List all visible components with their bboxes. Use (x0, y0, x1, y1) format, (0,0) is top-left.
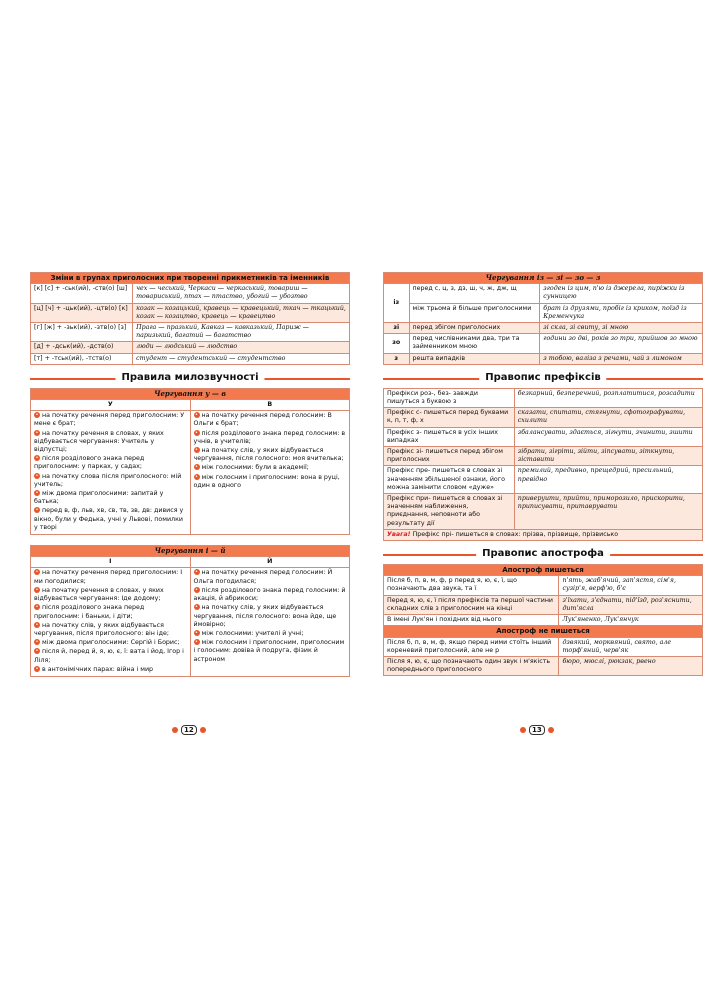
bullet-icon: • (195, 586, 198, 593)
rule-item (194, 639, 347, 664)
izizo-rule: решта випадків (409, 353, 540, 364)
consonant-examples: люди — людський — людство (133, 342, 350, 353)
apostrophe-example: Лук'яненко, Лук'янчук (559, 615, 703, 626)
consonant-rule: [к] [с] + -ськ(ий), -ств(о) [ш] (31, 284, 133, 303)
rule-item (34, 507, 187, 532)
rule-item (194, 569, 347, 585)
izizo-example: брат із друзями, пробіг із криком, поїзд із Кременчука (540, 303, 703, 322)
rule-item (194, 604, 347, 629)
bullet-icon: • (195, 639, 198, 646)
apostrophe-table (383, 564, 703, 676)
rule-text: між двома приголосними: Сергій і Борис; (42, 639, 180, 647)
prefix-row (384, 447, 703, 466)
prefix-example: приверуити, прийти, приморозило, прискорити, приписувати, притаврувати (514, 494, 702, 530)
prefix-rule: Префікс при- пишеться в словах зі значенням наближення, приєднання, неповноти або результату дії (384, 494, 515, 530)
rule-item (34, 473, 187, 489)
izizo-rule: перед с, ц, з, дз, ш, ч, ж, дж, щ (409, 284, 540, 303)
dot-icon (520, 727, 526, 733)
prefixes-section-header (383, 371, 703, 385)
rule-item (194, 474, 347, 490)
ij-col-j: Й (190, 557, 350, 568)
bullet-icon: • (35, 586, 39, 593)
apostrophe-rule: Перед я, ю, є, ї після префіксів та першої частини складних слів з приголосним на кінці (384, 595, 559, 614)
bullet-icon: • (35, 648, 39, 655)
izizo-example: згоден із цим, п'ю із джерела, пиріжки із сунницею (540, 284, 703, 303)
bullet-icon: • (35, 604, 39, 611)
apostrophe-rule: Після я, ю, є, що позначають один звук і м'якість попереднього приголосного (384, 656, 559, 675)
rule-text: після й, перед й, я, ю, є, ї: вата і йод, Ігор і Ліля; (34, 648, 184, 664)
euphony-title: Правила милозвучності (116, 371, 265, 385)
rule-text: між голосним і приголосним: вона в руці, один в одного (193, 473, 340, 489)
consonant-examples: Прага — празький, Кавказ — кавказький, Париж — паризький, багатий — багатство (133, 323, 350, 342)
consonant-rule: [ц] [ч] + -цьк(ий), -цтв(о) [к] (31, 303, 133, 322)
izizo-example: зі скла, зі свиту, зі мною (540, 323, 703, 334)
rule-item (194, 464, 347, 472)
prefix-example: сказати, спитати, стягнути, сфотографувати, схилити (514, 408, 702, 427)
bullet-icon: • (195, 447, 198, 454)
prefix-example: зібрати, зігріти, зійти, зіпсувати, зіткнути, зіставити (514, 447, 702, 466)
apostrophe-row (384, 656, 703, 675)
consonant-row (31, 303, 350, 322)
bullet-icon: • (195, 412, 198, 419)
u-rules (31, 411, 191, 535)
euphony-section-header (30, 371, 350, 385)
i-rules (31, 568, 191, 676)
apostrophe-example: з'їхати, з'єднати, під'їзд, роз'яснити, дит'ясла (559, 595, 703, 614)
bullet-icon: • (35, 490, 39, 497)
apostrophe-example: дзвякий, морквяний, свято, але торф'яний, черв'як (559, 637, 703, 656)
rule-item (34, 666, 187, 674)
rule-item (34, 569, 187, 585)
ij-table (30, 545, 350, 677)
bullet-icon: • (35, 455, 39, 462)
dot-icon (200, 727, 206, 733)
rule-text: на початку слів, у яких відбувається чергування, після голосного: вона йде, ще ймовірно; (193, 604, 337, 628)
rule-text: після розділового знака перед голосним: в учнів, в учителів; (193, 429, 346, 445)
rule-item (194, 412, 347, 428)
bullet-icon: • (35, 665, 39, 672)
prefix-rule: Префікс зі- пишеться перед збігом приголосних (384, 447, 515, 466)
bullet-icon: • (35, 639, 39, 646)
prefix-note-text: Префікс прі- пишеться в словах: прізва, прізвище, прізвисько (412, 530, 619, 538)
bullet-icon: • (35, 507, 39, 514)
prefix-row (384, 466, 703, 494)
izizo-label: з (384, 353, 410, 364)
consonant-examples: козак — козацький, кравець — кравецький, ткач — ткацький, козак — козацтво, кравець — кравецтво (133, 303, 350, 322)
izizo-row (384, 334, 703, 353)
page-number-right (520, 725, 554, 735)
rule-text: в антонімічних парах: війна і мир (42, 665, 154, 673)
uv-col-v: В (190, 400, 350, 411)
bullet-icon: • (35, 472, 39, 479)
rule-item (34, 639, 187, 647)
rule-text: на початку слів, у яких відбувається чергування, після приголосного: він іде; (34, 621, 170, 637)
consonant-rule: [т] + -тськ(ий), -тств(о) (31, 353, 133, 364)
prefix-row (384, 408, 703, 427)
page-number-left (172, 725, 206, 735)
rule-item (34, 430, 187, 455)
bullet-icon: • (195, 569, 198, 576)
rule-text: між голосними: були в академії; (201, 464, 309, 472)
rule-item (34, 604, 187, 620)
rule-text: на початку речення перед голосним: В Ольги є брат; (193, 412, 332, 428)
dot-icon (548, 727, 554, 733)
izizo-rule: перед числівниками два, три та займенником мною (409, 334, 540, 353)
izizo-rule: перед збігом приголосних (409, 323, 540, 334)
rule-text: між голосними: учителі й учні; (201, 629, 304, 637)
rule-item (194, 447, 347, 463)
rule-text: між двома приголосними: запитай у батька; (34, 490, 164, 506)
izizo-row (384, 303, 703, 322)
apostrophe-row (384, 576, 703, 595)
apostrophe-example: бюро, мюслі, рюкзак, рвено (559, 656, 703, 675)
rule-item (34, 622, 187, 638)
izizo-title: Чергування із — зі — зо — з (384, 273, 703, 284)
rule-text: на початку речення в словах, у яких відбувається чергування: Іде додому; (34, 586, 164, 603)
rule-text: після розділового знака перед голосним: й акація, й абрикоси; (193, 586, 346, 603)
apostrophe-row (384, 637, 703, 656)
prefix-example: премилий, предивно, прещедрий, пресильний, превідно (514, 466, 702, 494)
bullet-icon: • (35, 412, 39, 419)
ij-col-i: І (31, 557, 191, 568)
bullet-icon: • (195, 629, 198, 636)
prefix-rule: Префікс с- пишеться перед буквами к, п, т, ф, х (384, 408, 515, 427)
apos-yes-title: Апостроф пишеться (384, 565, 703, 576)
bullet-icon: • (35, 621, 39, 628)
bullet-icon: • (35, 429, 39, 436)
consonant-row (31, 284, 350, 303)
right-page (383, 272, 703, 676)
uv-title: Чергування у — в (31, 388, 350, 399)
rule-text: на початку речення перед приголосним: У мене є брат; (34, 412, 185, 428)
rule-item (34, 648, 187, 664)
consonant-changes-table (30, 272, 350, 365)
rule-text: на початку слова після приголосного: мій учитель; (34, 472, 182, 488)
izizo-row (384, 353, 703, 364)
izizo-rule: між трьома й більше приголосними (409, 303, 540, 322)
izizo-label: зі (384, 323, 410, 334)
izizo-table (383, 272, 703, 365)
rule-item (194, 630, 347, 638)
prefix-rule: Префікс пре- пишеться в словах зі значенням збільшеної ознаки, його можна замінити словом «дуже» (384, 466, 515, 494)
apostrophe-section-header (383, 547, 703, 561)
apostrophe-title: Правопис апострофа (476, 547, 610, 561)
rule-item (194, 587, 347, 603)
prefix-rule: Префікси роз-, без- завжди пишуться з буквою з (384, 388, 515, 407)
page-num: 12 (181, 725, 197, 735)
rule-item (34, 490, 187, 506)
prefix-rule: Префікс з- пишеться в усіх інших випадках (384, 427, 515, 446)
rule-item (34, 412, 187, 428)
page-num: 13 (529, 725, 545, 735)
apostrophe-example: п'ять, жаб'ячий, зап'ястя, сім'я, сузір'я, верф'ю, б'є (559, 576, 703, 595)
apostrophe-rule: В імені Лук'ян і похідних від нього (384, 615, 559, 626)
uv-col-u: У (31, 400, 191, 411)
prefixes-title: Правопис префіксів (479, 371, 606, 385)
bullet-icon: • (195, 429, 198, 436)
izizo-example: години зо дві, років зо три, прийшов зо мною (540, 334, 703, 353)
consonant-row (31, 342, 350, 353)
consonant-row (31, 353, 350, 364)
consonant-examples: чех — чеський, Черкаси — черкаський, товариш — товариський, птах — птаство, убогий — убозтво (133, 284, 350, 303)
apostrophe-rule: Після б, п, в, м, ф, р перед я, ю, є, ї, що позначають два звука, та ї (384, 576, 559, 595)
izizo-row (384, 284, 703, 303)
prefix-note (384, 529, 703, 540)
consonant-rule: [г] [ж] + -зьк(ий), -зтв(о) [з] (31, 323, 133, 342)
ij-title: Чергування і — й (31, 546, 350, 557)
bullet-icon: • (195, 473, 198, 480)
rule-text: на початку речення в словах, у яких відбувається чергування: Учитель у відпустці; (34, 429, 164, 454)
consonant-row (31, 323, 350, 342)
dot-icon (172, 727, 178, 733)
j-rules (190, 568, 350, 676)
left-page (30, 272, 350, 677)
izizo-label: із (384, 284, 410, 323)
rule-item (34, 455, 187, 471)
apostrophe-row (384, 615, 703, 626)
rule-item (34, 587, 187, 603)
prefix-row (384, 494, 703, 530)
uv-table (30, 388, 350, 535)
bullet-icon: • (195, 604, 198, 611)
prefix-row (384, 388, 703, 407)
consonant-rule: [д] + -дськ(ий), -дств(о) (31, 342, 133, 353)
v-rules (190, 411, 350, 535)
prefix-example: збалансувати, здається, зігнути, зчинити, зшити (514, 427, 702, 446)
rule-text: на початку речення перед голосним: Й Ольга погодилася; (193, 569, 333, 585)
prefix-row (384, 427, 703, 446)
izizo-row (384, 323, 703, 334)
prefixes-table (383, 388, 703, 541)
rule-text: після розділового знака перед приголосним: і баньки, і діти; (34, 604, 145, 620)
consonant-examples: студент — студентський — студентство (133, 353, 350, 364)
izizo-label: зо (384, 334, 410, 353)
apostrophe-row (384, 595, 703, 614)
rule-text: на початку речення перед приголосним: І ми погодилися; (34, 569, 183, 585)
rule-item (194, 430, 347, 446)
rule-text: між голосним і приголосним, приголосним і голосним: довіва й подруга, фізик й астроном (193, 639, 345, 663)
prefix-note-label: Увага! (387, 530, 411, 538)
izizo-example: з тобою, валіза з речами, чай з лимоном (540, 353, 703, 364)
rule-text: на початку слів, у яких відбувається чергування, після голосного: моя вчителька; (193, 447, 344, 463)
bullet-icon: • (195, 464, 198, 471)
consonant-table-title: Зміни в групах приголосних при творенні прикметників та іменників (31, 273, 350, 284)
apos-no-title: Апостроф не пишеться (384, 626, 703, 637)
rule-text: перед в, ф, льв, хв, св, тв, зв, дв: дивися у вікно, були у Федька, учні у Львові, помилки у творі (34, 507, 184, 531)
bullet-icon: • (35, 569, 39, 576)
apostrophe-rule: Після б, п, в, м, ф, якщо перед ними стоїть інший кореневий приголосний, але не р (384, 637, 559, 656)
prefix-example: безкарний, безперечний, розплатитися, розсадити (514, 388, 702, 407)
rule-text: після розділового знака перед приголосним: у парках, у садах; (34, 455, 145, 471)
